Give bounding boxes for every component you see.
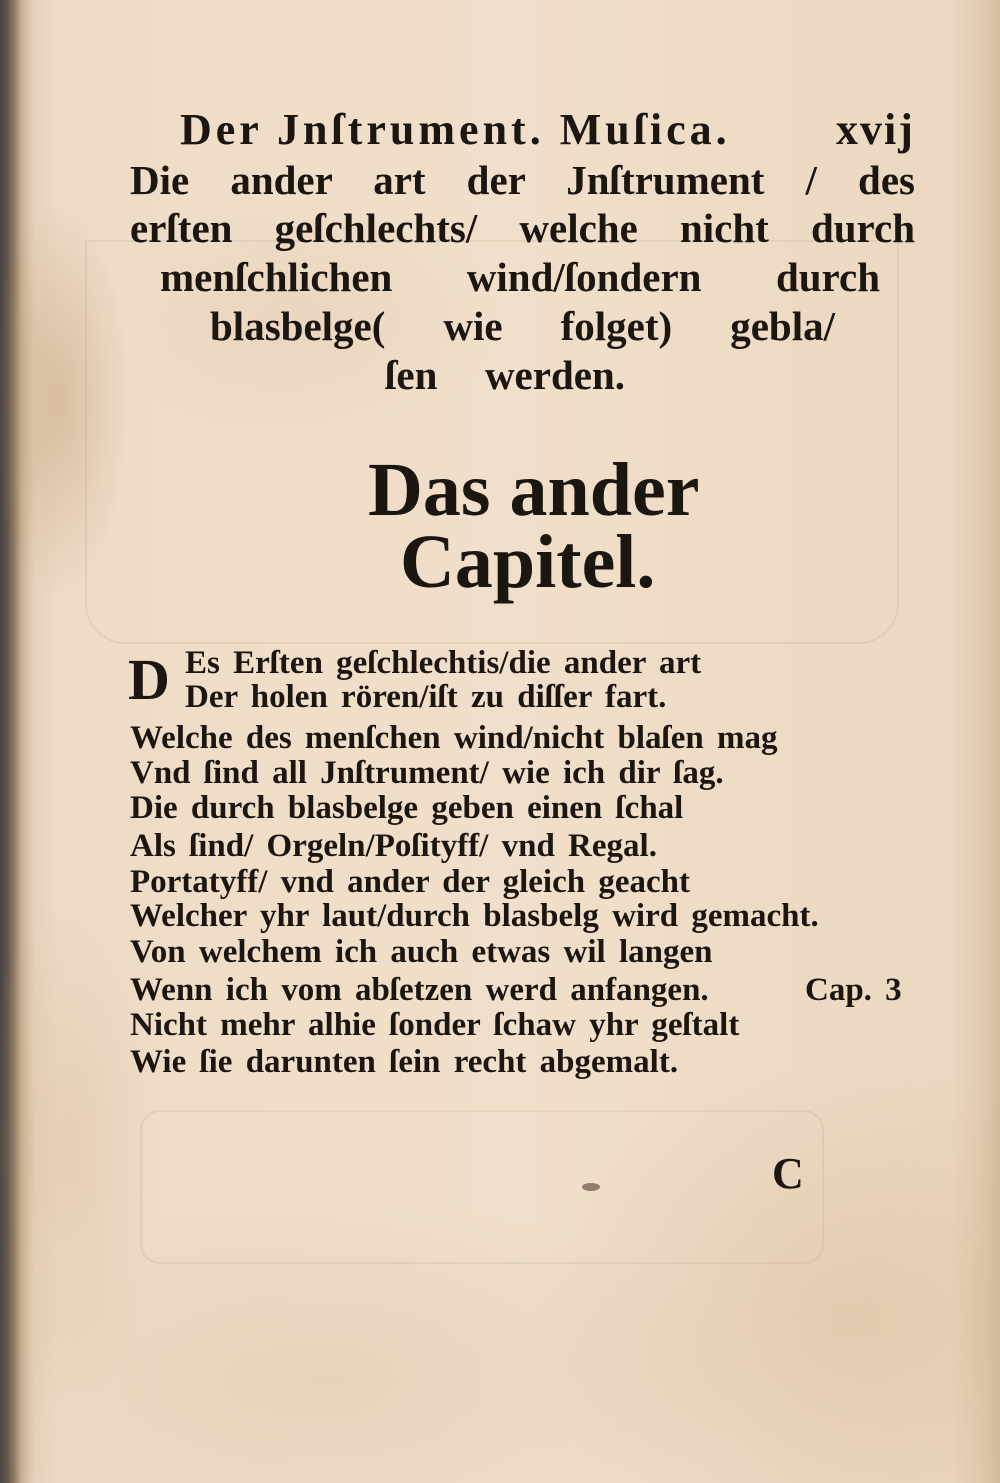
chapter-heading: Capitel. — [400, 520, 656, 604]
show-through-frame-lower — [140, 1110, 824, 1264]
verse-line: Welcher yhr laut/durch blasbelg wird gemacht. — [130, 898, 819, 934]
folio-number: xvij — [836, 105, 915, 154]
chapter-heading: Das ander — [368, 448, 700, 532]
marginal-note: Cap. 3 — [805, 972, 902, 1008]
title-line: menſchlichen wind/ſondern durch — [160, 254, 880, 300]
verse-line: Vnd ſind all Jnſtrument/ wie ich dir ſag. — [130, 755, 724, 791]
title-line: erſten geſchlechts/ welche nicht durch — [130, 205, 915, 251]
drop-cap: D — [128, 647, 170, 712]
verse-line: Wenn ich vom abſetzen werd anfangen. — [130, 972, 709, 1008]
verse-line: Der holen rören/iſt zu diſſer fart. — [185, 679, 667, 715]
title-line: blasbelge( wie folget) gebla/ — [210, 303, 835, 349]
verse-line: Die durch blasbelge geben einen ſchal — [130, 790, 684, 826]
title-line: Die ander art der Jnſtrument / des — [130, 157, 915, 203]
catchword: C — [772, 1149, 804, 1198]
verse-line: Wie ſie darunten ſein recht abgemalt. — [130, 1044, 679, 1080]
ink-smudge — [582, 1183, 600, 1191]
verse-line: Nicht mehr alhie ſonder ſchaw yhr geſtalt — [130, 1007, 740, 1043]
title-line: ſen werden. — [385, 352, 625, 398]
verse-line: Welche des menſchen wind/nicht blaſen mag — [130, 720, 778, 756]
verse-line: Es Erſten geſchlechtis/die ander art — [185, 645, 702, 681]
verse-line: Von welchem ich auch etwas wil langen — [130, 934, 713, 970]
verse-line: Portatyff/ vnd ander der gleich geacht — [130, 864, 690, 900]
running-title: Der Jnſtrument. Muſica. — [180, 105, 731, 154]
verse-line: Als ſind/ Orgeln/Poſityff/ vnd Regal. — [130, 828, 657, 864]
